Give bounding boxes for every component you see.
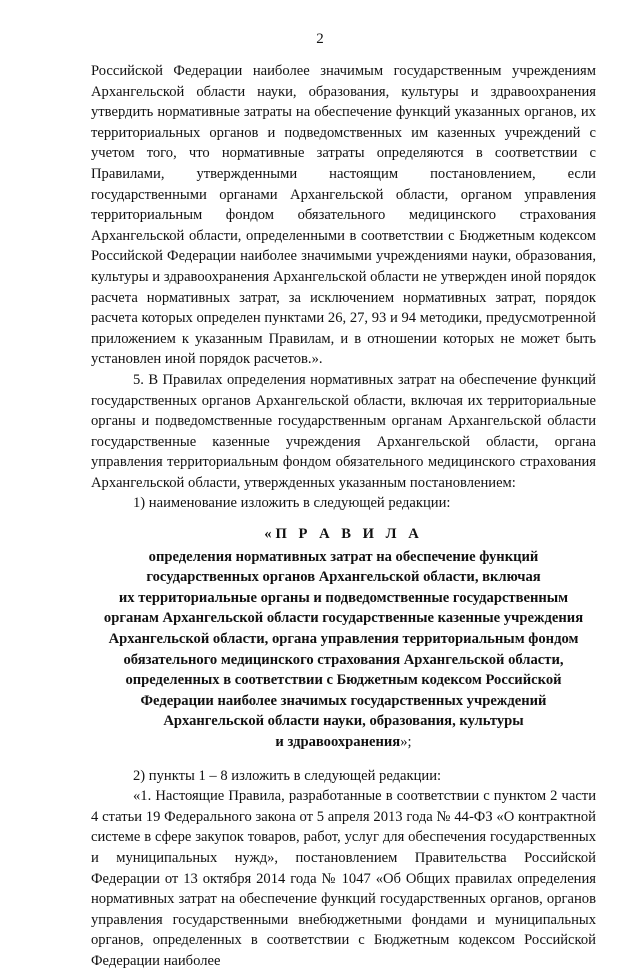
rules-title-line: Архангельской области, органа управления территориальным фондом (108, 631, 579, 648)
rules-title-line: определения нормативных затрат на обеспечение функций (148, 548, 539, 565)
paragraph-rule-1: «1. Настоящие Правила, разработанные в соответствии с пунктом 2 части 4 статьи 19 Федерального закона от 5 апреля 2013 года № 44-ФЗ «О контрактной системе в сфере закупок товаров, работ, услуг для обеспечения государственных и муниципальных нужд», постановлением Правительства Российской Федерации от 13 октября 2014 года № 1047 «Об Общих правилах определения нормативных затрат на обеспечение функций государственных органов, органов управления государственными внебюджетными фондами и муниципальных органов, определенных в соответствии с Бюджетным кодексом Российской Федерации наиболее (91, 788, 596, 969)
rules-title-line: их территориальные органы и подведомственные государственным (118, 589, 569, 606)
rules-title-line: Федерации наиболее значимых государственных учреждений (140, 692, 547, 709)
paragraph-continuation: Российской Федерации наиболее значимым государственным учреждениям Архангельской области науки, образования, культуры и здравоохранения утвердить нормативные затраты на обеспечение функций указанных органов, их территориальных органов и подведомственных им казенных учреждений с учетом того, что нормативные затраты определяются в соответствии с Правилами, утвержденными настоящим постановлением, если государственными органами Архангельской области, органом управления территориальным фондом обязательного медицинского страхования Архангельской области, определенными в соответствии с Бюджетным кодексом Российской Федерации наиболее значимыми учреждениями науки, образования, культуры и здравоохранения Архангельской области не утвержден иной порядок расчета нормативных затрат, за исключением нормативных затрат, порядок расчета которых определен пунктами 26, 27, 93 и 94 методики, предусмотренной приложением к указанным Правилам, и в отношении которых не может быть установлен иной порядок расчетов.». (91, 63, 596, 368)
rules-title (91, 524, 596, 753)
rules-title-heading: «П Р А В И Л А (264, 526, 423, 543)
rules-title-line: органам Архангельской области государственные казенные учреждения (103, 610, 584, 627)
rules-title-closing: »; (400, 734, 412, 750)
page-number: 2 (316, 31, 324, 47)
rules-title-last-text: и здравоохранения (275, 734, 401, 750)
document-body (91, 61, 596, 972)
rules-title-line: Архангельской области науки, образования, культуры (163, 713, 524, 730)
rules-title-last-line (91, 732, 596, 753)
rules-title-line: государственных органов Архангельской области, включая (146, 569, 541, 586)
paragraph-subitem-1: 1) наименование изложить в следующей редакции: (133, 495, 451, 512)
paragraph-item-5: 5. В Правилах определения нормативных затрат на обеспечение функций государственных органов Архангельской области, включая их территориальные органы и подведомственные государственным органам Архангельской области государственные казенные учреждения Архангельской области, органа управления территориальным фондом обязательного медицинского страхования Архангельской области, утвержденных указанным постановлением: (91, 371, 596, 491)
rules-title-line: определенных в соответствии с Бюджетным кодексом Российской (125, 672, 562, 689)
paragraph-subitem-2: 2) пункты 1 – 8 изложить в следующей редакции: (133, 767, 442, 784)
rules-title-line: обязательного медицинского страхования Архангельской области, (123, 651, 564, 668)
